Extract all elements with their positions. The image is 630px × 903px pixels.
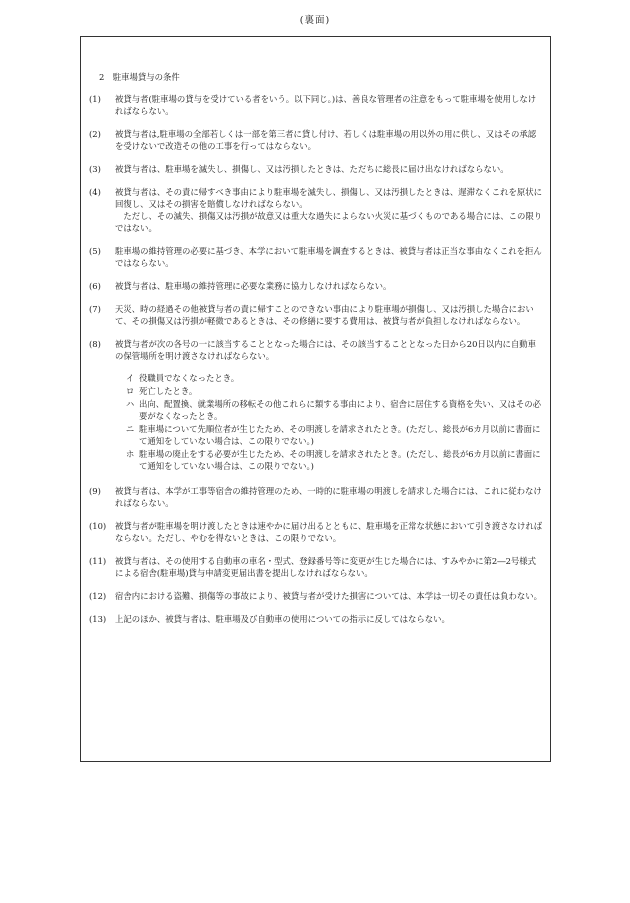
clause-number: (8) [89,339,101,349]
clause-item [89,303,544,327]
subitem-text: 死亡したとき。 [139,386,198,396]
clause-item [89,280,544,292]
clause-text: 上記のほか、被貸与者は、駐車場及び自動車の使用についての指示に反してはならない。 [115,614,450,624]
clause-item [89,128,544,152]
clause-item [89,163,544,175]
subitem [121,448,544,472]
clause-text: ただし、その滅失、損傷又は汚損が故意又は重大な過失によらない火災に基づくものである場合には、この限りではない。 [115,211,543,233]
subitem-text: 役職員でなくなったとき。 [139,373,240,383]
clause-text: 宿舎内における盗難、損傷等の事故により、被貸与者が受けた損害については、本学は一切その責任は負わない。 [115,591,542,601]
clause-body [115,128,544,152]
clause-text: 被貸与者は、本学が工事等宿舎の維持管理のため、一時的に駐車場の明渡しを請求した場合には、これに従わなければならない。 [115,486,542,508]
subitem-text: 駐車場の廃止をする必要が生じたため、その明渡しを請求されたとき。(ただし、総長が6カ月以前に書面にて通知をしていない場合は、この限りでない。) [139,449,541,471]
clause-text: 被貸与者は,駐車場の全部若しくは一部を第三者に貸し付け、若しくは駐車場の用以外の用に供し、又はその承認を受けないで改造その他の工事を行ってはならない。 [115,129,537,151]
clause-body [115,555,544,579]
clause-number: (6) [89,281,101,291]
clause-number: (13) [89,614,107,624]
clause-item [89,93,544,117]
clause-item [89,485,544,509]
clause-number: (2) [89,129,101,139]
section-title: 2 駐車場貸与の条件 [99,72,180,82]
clause-number: (11) [89,556,107,566]
clause-item [89,590,544,602]
clause-body [115,338,544,474]
subitem-text: 駐車場について先順位者が生じたため、その明渡しを請求されたとき。(ただし、総長が6カ月以前に書面にて通知をしていない場合は、この限りでない。) [139,424,541,446]
clause-text: 被貸与者は、駐車場の維持管理に必要な業務に協力しなければならない。 [115,281,392,291]
subitem-mark: ホ [125,449,135,459]
subitem-mark: ハ [125,399,135,409]
clause-number: (1) [89,94,101,104]
clause-body [115,186,544,234]
clause-text: 被貸与者は、駐車場を滅失し、損傷し、又は汚損したときは、ただちに総長に届け出なければならない。 [115,164,509,174]
clause-text: 駐車場の維持管理の必要に基づき、本学において駐車場を調査するときは、被貸与者は正当な事由なくこれを拒んではならない。 [115,246,542,268]
clause-body [115,590,544,602]
clause-item [89,555,544,579]
clause-body [115,613,544,625]
clause-item [89,613,544,625]
clause-text: 被貸与者が次の各号の一に該当することとなった場合には、その該当することとなった日から20日以内に自動車の保管場所を明け渡さなければならない。 [115,339,537,361]
clause-item [89,186,544,234]
clause-text: 被貸与者は、その使用する自動車の車名・型式、登録番号等に変更が生じた場合には、すみやかに第2―2号様式による宿舎(駐車場)貸与申請変更届出書を提出しなければならない。 [115,556,537,578]
clause-body [115,93,544,117]
clause-body [115,303,544,327]
clause-body [115,485,544,509]
clause-text: 被貸与者(駐車場の貸与を受けている者をいう。以下同じ。)は、善良な管理者の注意をもって駐車場を使用しなければならない。 [115,94,537,116]
document-content [89,71,544,636]
clause-number: (4) [89,187,101,197]
subitem-text: 出向、配置換、就業場所の移転その他これらに類する事由により、宿舎に居住する資格を失い、又はその必要がなくなったとき。 [139,399,541,421]
clause-number: (5) [89,246,101,256]
document-frame [80,36,551,762]
clause-number: (12) [89,591,107,601]
page-header-label: (裏面) [299,15,331,26]
clause-text: 被貸与者は、その責に帰すべき事由により駐車場を滅失し、損傷し、又は汚損したときは、遅滞なくこれを原状に回復し、又はその損害を賠償しなければならない。 [115,187,542,209]
clause-text: 被貸与者が駐車場を明け渡したときは速やかに届け出るとともに、駐車場を正常な状態において引き渡さなければならない。ただし、やむを得ないときは、この限りでない。 [115,521,543,543]
subitem-list [121,372,544,472]
clause-number: (3) [89,164,101,174]
clause-item [89,520,544,544]
clause-list [89,93,544,625]
subitem [121,398,544,422]
clause-body [115,280,544,292]
clause-body [115,245,544,269]
subitem-mark: ロ [125,386,135,396]
clause-body [115,163,544,175]
subitem-mark: イ [125,373,135,383]
clause-number: (7) [89,304,101,314]
clause-text: 天災、時の経過その他被貸与者の責に帰すことのできない事由により駐車場が損傷し、又は汚損した場合において、その損傷又は汚損が軽微であるときは、その修繕に要する費用は、被貸与者が負担しなければならない。 [115,304,534,326]
subitem [121,372,544,384]
clause-number: (9) [89,486,101,496]
subitem-mark: ニ [125,424,135,434]
clause-number: (10) [89,521,107,531]
clause-body [115,520,544,544]
subitem [121,385,544,397]
clause-item [89,338,544,474]
clause-item [89,245,544,269]
subitem [121,423,544,447]
